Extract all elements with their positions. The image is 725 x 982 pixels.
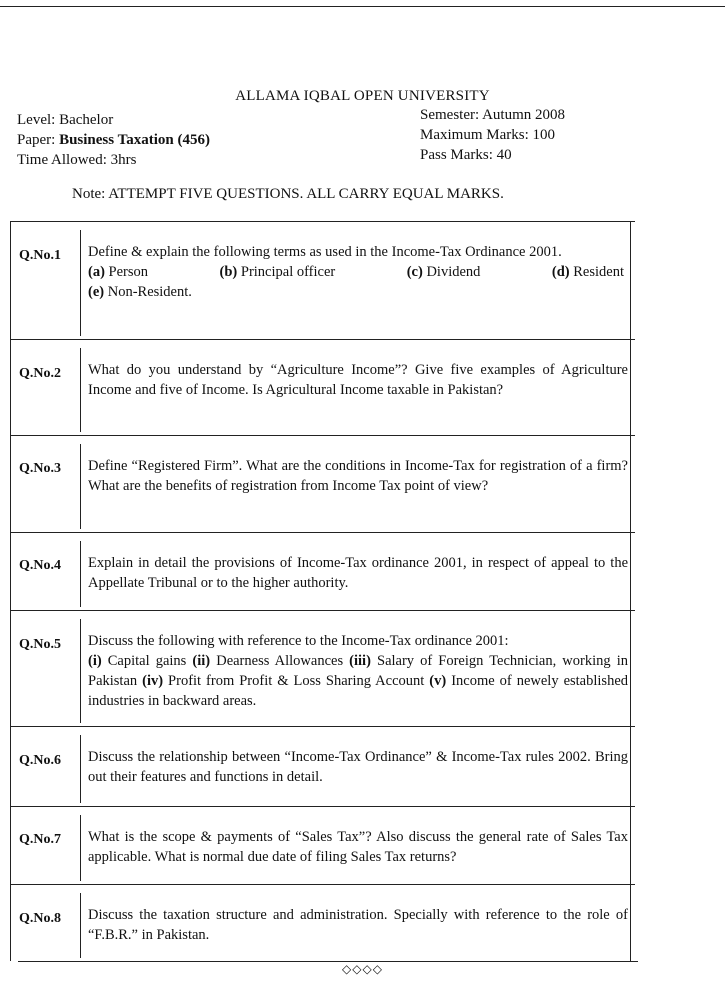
sub-part-text: Income of newely established industries in backward areas. [88, 673, 628, 709]
column-divider [80, 348, 81, 432]
column-divider [80, 619, 81, 723]
column-divider [80, 230, 81, 336]
term-item: (b) Principal officer [219, 264, 336, 280]
question-text: What do you understand by “Agriculture Income”? Give five examples of Agriculture Income and five of Income. Is Agricultural Income taxable in Pakistan? [88, 362, 628, 398]
question-row [10, 610, 635, 727]
question-text: What is the scope & payments of “Sales Tax”? Also discuss the general rate of Sales Tax applicable. What is normal due date of filing Sales Tax returns? [88, 829, 628, 865]
pass-marks-line: Pass Marks: 40 [420, 147, 512, 163]
sub-part-label: (iii) [349, 653, 371, 669]
exam-info-right [420, 105, 565, 165]
sub-part-label: (iv) [142, 673, 164, 689]
sub-part-text: Dearness Allowances [210, 653, 350, 669]
column-divider [80, 735, 81, 803]
question-number: Q.No.6 [19, 753, 61, 768]
question-row [10, 532, 635, 611]
question-stem: Define & explain the following terms as used in the Income-Tax Ordinance 2001. [88, 244, 562, 260]
question-number: Q.No.7 [19, 832, 61, 847]
sub-part-list [88, 651, 628, 711]
question-text: Discuss the relationship between “Income-Tax Ordinance” & Income-Tax rules 2002. Bring out their features and functions in detail. [88, 749, 628, 785]
time-line: Time Allowed: 3hrs [17, 152, 137, 168]
sub-part-text: Capital gains [101, 653, 193, 669]
level-line: Level: Bachelor [17, 112, 114, 128]
sub-part-label: (v) [429, 673, 447, 689]
column-divider [80, 444, 81, 529]
term-item: (a) Person [88, 264, 149, 280]
column-divider [80, 541, 81, 607]
question-number: Q.No.8 [19, 911, 61, 926]
max-marks-line: Maximum Marks: 100 [420, 127, 555, 143]
question-number: Q.No.4 [19, 558, 61, 573]
sub-part-text: Profit from Profit & Loss Sharing Account [163, 673, 430, 689]
question-row [10, 435, 635, 533]
column-divider [80, 815, 81, 881]
question-stem: Discuss the following with reference to the Income-Tax ordinance 2001: [88, 633, 509, 649]
term-item: (c) Dividend [406, 264, 481, 280]
semester-line: Semester: Autumn 2008 [420, 107, 565, 123]
question-row [10, 806, 635, 885]
question-number: Q.No.1 [19, 248, 61, 263]
paper-prefix: Paper: [17, 132, 60, 148]
term-item: (e) Non-Resident. [88, 284, 192, 300]
university-title: ALLAMA IQBAL OPEN UNIVERSITY [235, 88, 490, 104]
question-row [10, 726, 635, 807]
question-text: Define “Registered Firm”. What are the conditions in Income-Tax for registration of a firm? What are the benefits of registration from Income Tax point of view? [88, 458, 628, 494]
term-list [88, 262, 624, 282]
sub-part-text: Salary of Foreign Technician, working in Pakistan [88, 653, 628, 689]
exam-info-left [17, 110, 210, 170]
sub-part-label: (ii) [192, 653, 211, 669]
end-ornament: ◇◇◇◇ [342, 962, 383, 976]
question-number: Q.No.3 [19, 461, 61, 476]
paper-line [17, 130, 210, 150]
question-number: Q.No.2 [19, 366, 61, 381]
term-item: (d) Resident [551, 264, 624, 280]
question-text [88, 242, 628, 302]
question-row [10, 221, 635, 340]
question-row [10, 339, 635, 436]
instruction-note: Note: ATTEMPT FIVE QUESTIONS. ALL CARRY EQUAL MARKS. [72, 186, 504, 202]
question-row [10, 884, 635, 962]
column-divider [80, 893, 81, 958]
top-rule [0, 6, 725, 7]
question-number: Q.No.5 [19, 637, 61, 652]
question-text [88, 631, 628, 711]
paper-name: Business Taxation (456) [59, 132, 210, 148]
sub-part-label: (i) [88, 653, 102, 669]
question-text: Explain in detail the provisions of Income-Tax ordinance 2001, in respect of appeal to the Appellate Tribunal or to the higher authority. [88, 555, 628, 591]
question-text: Discuss the taxation structure and administration. Specially with reference to the role of “F.B.R.” in Pakistan. [88, 907, 628, 943]
